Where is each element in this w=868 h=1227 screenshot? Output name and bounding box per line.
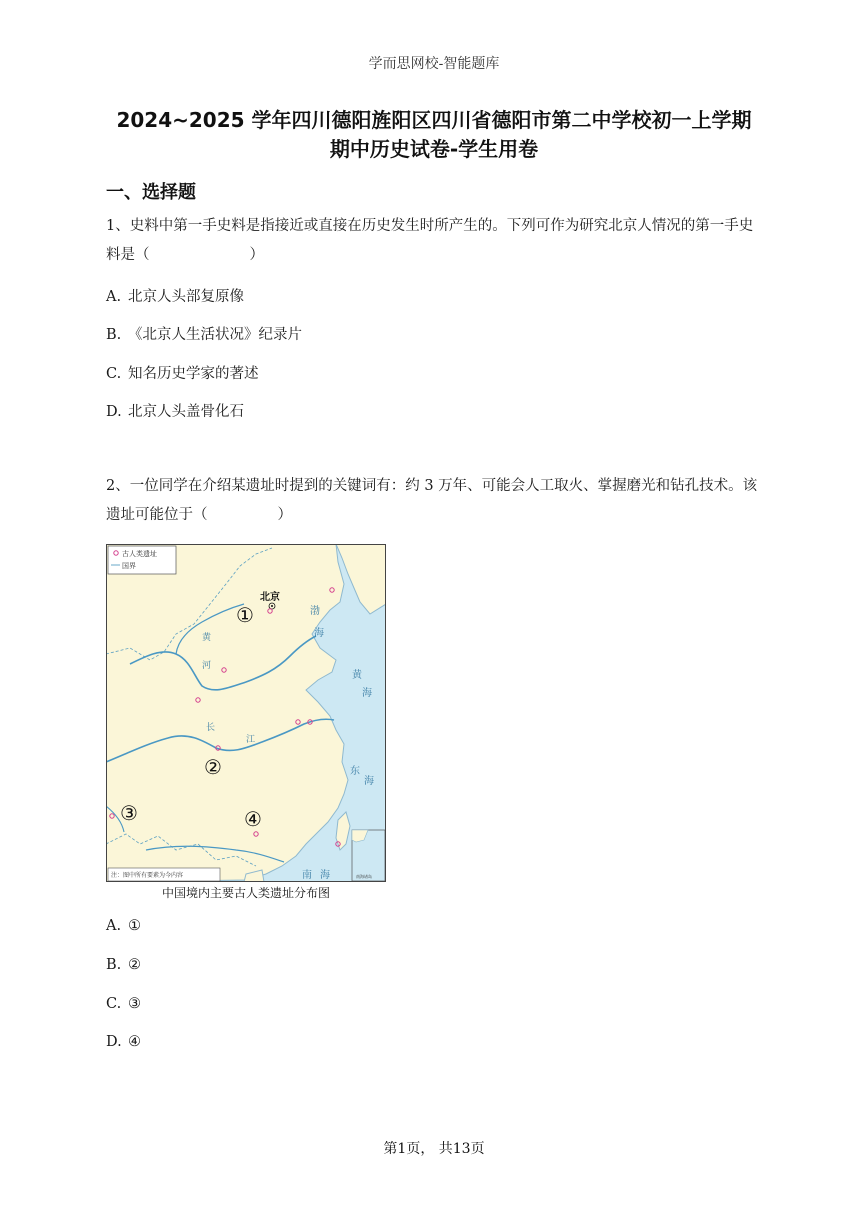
east-sea-label-1: 东 bbox=[350, 766, 360, 777]
question-2-close: ） bbox=[277, 507, 292, 523]
yellow-sea-label-1: 黄 bbox=[352, 670, 362, 681]
option-letter: C. bbox=[106, 366, 122, 382]
question-1-close: ） bbox=[249, 247, 264, 263]
bohai-label-2: 海 bbox=[314, 628, 324, 639]
map-caption: 中国境内主要古人类遗址分布图 bbox=[161, 886, 330, 900]
map-svg bbox=[106, 544, 386, 882]
bohai-label-1: 渤 bbox=[310, 606, 320, 617]
inset-label: 南海诸岛 bbox=[356, 874, 372, 879]
marker-1: ① bbox=[236, 603, 254, 627]
page-header: 学而思网校-智能题库 bbox=[368, 56, 500, 72]
page-footer: 第1页， 共13页 bbox=[383, 1141, 485, 1157]
exam-title bbox=[90, 106, 778, 164]
option-letter: D. bbox=[106, 404, 122, 420]
option-letter: B. bbox=[106, 957, 122, 973]
question-1-option-d[interactable] bbox=[106, 400, 244, 421]
question-2-text: 2、一位同学在介绍某遗址时提到的关键词有：约 3 万年、可能会人工取火、掌握磨光和钻孔技术。该遗址可能位于（ bbox=[106, 478, 758, 523]
map-note: 注：图中所有要素为今内容 bbox=[111, 872, 184, 879]
land-area bbox=[106, 544, 348, 882]
east-sea-label-2: 海 bbox=[364, 776, 374, 787]
yellow-river-label-2: 河 bbox=[202, 661, 212, 671]
question-2-stem bbox=[106, 472, 762, 530]
question-2-option-d[interactable] bbox=[106, 1034, 141, 1050]
section-heading: 一、选择题 bbox=[106, 182, 196, 203]
exam-title-line-2: 期中历史试卷-学生用卷 bbox=[329, 137, 539, 161]
question-1-option-a[interactable] bbox=[106, 285, 244, 306]
legend-site-label: 古人类遗址 bbox=[122, 550, 157, 558]
option-text: ② bbox=[128, 957, 141, 973]
option-letter: D. bbox=[106, 1034, 122, 1050]
beijing-label: 北京 bbox=[260, 592, 280, 603]
south-sea-label-2: 海 bbox=[320, 870, 330, 881]
yangtze-label-1: 长 bbox=[206, 723, 216, 733]
marker-3: ③ bbox=[120, 801, 138, 825]
option-letter: B. bbox=[106, 327, 122, 343]
option-text: 北京人头部复原像 bbox=[128, 289, 244, 305]
option-text: ④ bbox=[128, 1034, 141, 1050]
marker-2: ② bbox=[204, 755, 222, 779]
yellow-sea-label-2: 海 bbox=[362, 688, 372, 699]
option-text: 北京人头盖骨化石 bbox=[128, 404, 244, 420]
option-text: 知名历史学家的著述 bbox=[128, 366, 259, 382]
capital-symbol-dot bbox=[271, 605, 273, 607]
marker-4: ④ bbox=[244, 807, 262, 831]
yellow-river-label-1: 黄 bbox=[202, 633, 212, 643]
option-letter: C. bbox=[106, 996, 122, 1012]
option-text: ③ bbox=[128, 996, 141, 1012]
question-1-stem bbox=[106, 212, 762, 270]
yangtze-label-2: 江 bbox=[246, 735, 256, 745]
legend-border-label: 国界 bbox=[122, 562, 136, 570]
option-letter: A. bbox=[106, 918, 122, 934]
question-2-option-b[interactable] bbox=[106, 957, 141, 973]
option-letter: A. bbox=[106, 289, 122, 305]
question-2-option-a[interactable] bbox=[106, 918, 141, 934]
south-sea-label-1: 南 bbox=[302, 870, 312, 881]
option-text: 《北京人生活状况》纪录片 bbox=[128, 327, 302, 343]
question-1-option-b[interactable] bbox=[106, 323, 302, 344]
exam-title-line-1: 2024~2025 学年四川德阳旌阳区四川省德阳市第二中学校初一上学期 bbox=[116, 108, 752, 132]
question-2-option-c[interactable] bbox=[106, 996, 141, 1012]
question-1-text: 1、史料中第一手史料是指接近或直接在历史发生时所产生的。下列可作为研究北京人情况的第一手史料是（ bbox=[106, 218, 754, 263]
question-1-option-c[interactable] bbox=[106, 362, 259, 383]
site-distribution-map bbox=[106, 544, 386, 882]
option-text: ① bbox=[128, 918, 141, 934]
